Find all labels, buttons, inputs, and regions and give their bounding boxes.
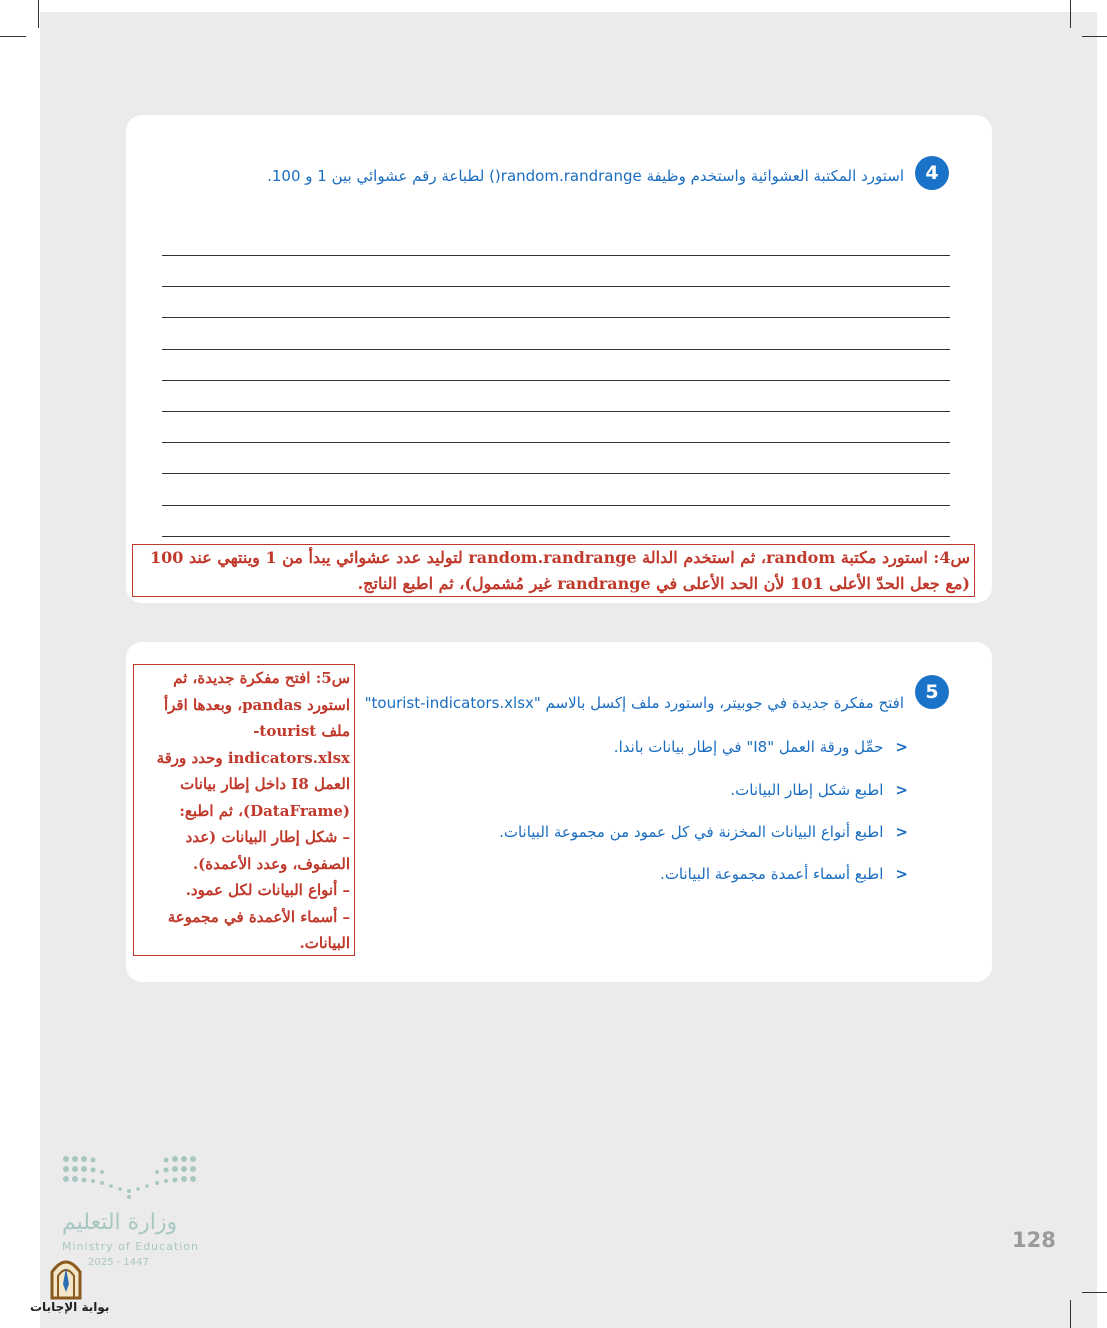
bullet-text: اطبع أنواع البيانات المخزنة في كل عمود من مجموعة البيانات. — [499, 823, 884, 841]
answer-5-line: ملف tourist- — [253, 722, 350, 740]
answer-line — [162, 317, 950, 318]
chevron-left-icon: < — [895, 781, 908, 799]
answer-4-line: س4: استورد مكتبة random، ثم استخدم الدالة random.randrange لتوليد عدد عشوائي يبدأ من 1 وينتهي عند 100 — [150, 548, 970, 567]
question-5-bullet — [499, 823, 908, 841]
crop-mark — [1082, 36, 1107, 37]
crop-mark — [1070, 0, 1071, 28]
answer-line — [162, 255, 950, 256]
crop-mark — [1070, 1300, 1071, 1328]
question-4-card — [126, 115, 992, 603]
bullet-text: اطبع شكل إطار البيانات. — [730, 781, 884, 799]
question-5-bullet — [730, 781, 908, 799]
answer-4-line: (مع جعل الحدّ الأعلى 101 لأن الحد الأعلى في randrange غير مُشمول)، ثم اطبع الناتج. — [357, 574, 970, 593]
question-5-bullet — [614, 738, 908, 756]
chevron-left-icon: < — [895, 738, 908, 756]
question-5-text: افتح مفكرة جديدة في جوبيتر، واستورد ملف إكسل بالاسم "tourist-indicators.xlsx" — [364, 694, 904, 712]
answer-line — [162, 473, 950, 474]
question-4-number: 4 — [915, 156, 949, 190]
ministry-name-english: Ministry of Education — [62, 1240, 200, 1253]
ministry-name-arabic: وزارة التعليم — [62, 1210, 178, 1235]
answer-line — [162, 411, 950, 412]
answer-5-line: (DataFrame)، ثم اطبع: — [179, 801, 350, 820]
answer-5-line: العمل I8 داخل إطار بيانات — [180, 775, 350, 793]
answer-5-line: indicators.xlsx وحدد ورقة — [156, 748, 350, 767]
crop-mark — [38, 0, 39, 28]
question-5-number: 5 — [915, 675, 949, 709]
bullet-text: حمِّل ورقة العمل "I8" في إطار بيانات باندا. — [613, 738, 884, 756]
answer-5-line: س5: افتح مفكرة جديدة، ثم — [173, 669, 350, 687]
crop-mark — [1082, 1292, 1107, 1293]
answer-5-box — [133, 664, 355, 956]
answer-5-line: استورد pandas، وبعدها اقرأ — [163, 695, 350, 714]
question-5-bullet — [660, 865, 908, 883]
chevron-left-icon: < — [895, 865, 908, 883]
answer-5-line: – أنواع البيانات لكل عمود. — [185, 881, 350, 899]
crop-mark — [0, 36, 26, 37]
answer-line — [162, 505, 950, 506]
ministry-year: 2025 - 1447 — [88, 1257, 149, 1268]
question-4-text: استورد المكتبة العشوائية واستخدم وظيفة random.randrange() لطباعة رقم عشوائي بين 1 و 100. — [267, 167, 904, 185]
answer-5-line: – أسماء الأعمدة في مجموعة — [167, 907, 350, 926]
answer-5-line: – شكل إطار البيانات (عدد — [185, 828, 350, 846]
answer-4-box — [132, 544, 975, 597]
bullet-text: اطبع أسماء أعمدة مجموعة البيانات. — [660, 865, 884, 883]
answer-line — [162, 536, 950, 537]
answer-line — [162, 286, 950, 287]
answer-5-line: البيانات. — [299, 934, 350, 952]
ministry-logo-icon — [62, 1155, 197, 1200]
answers-portal-label: بوابة الإجابات — [30, 1300, 110, 1314]
answer-line — [162, 380, 950, 381]
answer-5-line: الصفوف، وعدد الأعمدة). — [192, 854, 350, 873]
chevron-left-icon: < — [895, 823, 908, 841]
answers-portal-logo-icon — [30, 1254, 102, 1300]
answer-line — [162, 349, 950, 350]
page-number: 128 — [1012, 1228, 1056, 1252]
answer-line — [162, 442, 950, 443]
